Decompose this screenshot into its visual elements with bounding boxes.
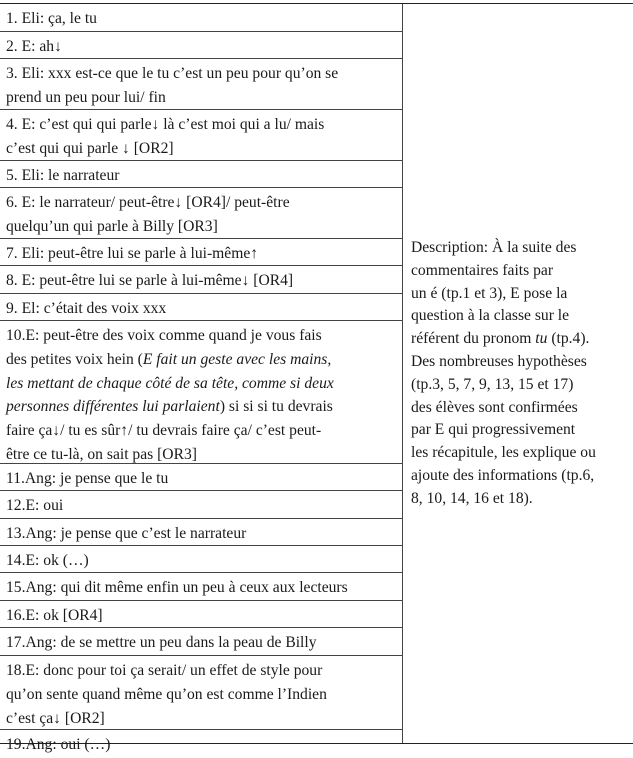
- turn-number: 6.: [6, 194, 18, 211]
- pronoun-emphasis: tu: [535, 330, 548, 348]
- turn-text: de se mettre un peu dans la peau de Billy: [60, 634, 317, 651]
- turn-number: 1.: [6, 10, 18, 27]
- turn-row: 1. Eli: ça, le tu: [0, 4, 402, 32]
- turn-row: 18.E: donc pour toi ça serait/ un effet de style pour qu’on sente quand même qu’on est comme l’Indien c’est ça↓ [OR2]: [0, 656, 402, 730]
- speaker: Eli: [21, 10, 40, 27]
- turn-text: c’était des voix xxx: [43, 300, 167, 317]
- turn-row: 9. El: c’était des voix xxx: [0, 294, 402, 321]
- transcript-column: [0, 4, 403, 753]
- turn-text: qui dit même enfin un peu à ceux aux lecteurs: [60, 579, 348, 596]
- turn-text: donc pour toi ça serait/ un effet de style pour: [43, 662, 323, 679]
- description-text: par E qui progressivement: [411, 421, 576, 439]
- turn-number: 13.: [6, 525, 26, 542]
- turn-text: prend un peu pour lui/ fin: [6, 88, 166, 106]
- speaker: Eli: [21, 245, 40, 262]
- turn-number: 9.: [6, 300, 18, 317]
- turn-text: c’est qui qui parle ↓ [OR2]: [6, 139, 174, 157]
- speaker: Ang: [25, 525, 53, 542]
- description-column: Description: À la suite des commentaires faits par un é (tp.1 et 3), E pose la question à la classe sur le référent du pronom tu (tp.4). Des nombreuses hypothèses (tp.3, 5, 7, 9, 13, 15 et 17) des élèves sont confirmées par E qui progressivement les récapitule, les explique ou ajoute des informations (tp.6, 8, 10, 14, 16 et 18).: [411, 239, 596, 507]
- turn-number: 4.: [6, 116, 18, 133]
- turn-number: 2.: [6, 38, 18, 55]
- description-text: 8, 10, 14, 16 et 18).: [411, 489, 533, 507]
- turn-text: oui: [43, 497, 64, 514]
- turn-text: qu’on sente quand même qu’on est comme l’Indien: [6, 685, 327, 703]
- turn-text: ça, le tu: [48, 10, 97, 27]
- turn-text: peut-être des voix comme quand je vous fais: [43, 327, 322, 344]
- turn-number: 18.: [6, 662, 26, 679]
- description-text: (tp.4).: [547, 330, 590, 348]
- turn-text: le narrateur/ peut-être↓ [OR4]/ peut-être: [39, 194, 290, 211]
- description-text: les récapitule, les explique ou: [411, 444, 596, 462]
- speaker: Ang: [25, 634, 53, 651]
- turn-text: je pense que c’est le narrateur: [60, 525, 247, 542]
- turn-text: peut-être lui se parle à lui-même↓ [OR4]: [39, 272, 294, 289]
- speaker: Eli: [21, 65, 40, 82]
- description-text: référent du pronom: [411, 330, 536, 348]
- turn-row: 4. E: c’est qui qui parle↓ là c’est moi qui a lu/ mais c’est qui qui parle ↓ [OR2]: [0, 110, 402, 161]
- turn-row: 3. Eli: xxx est-ce que le tu c’est un peu pour qu’on se prend un peu pour lui/ fin: [0, 59, 402, 110]
- turn-text: ) si si si tu devrais: [219, 398, 333, 416]
- speaker: El: [21, 300, 36, 317]
- turn-number: 11.: [6, 470, 25, 487]
- turn-text: faire ça↓/ tu es sûr↑/ tu devrais faire ça/ c’est peut-: [6, 422, 322, 440]
- turn-text: c’est qui qui parle↓ là c’est moi qui a lu/ mais: [39, 116, 325, 133]
- turn-row: 8. E: peut-être lui se parle à lui-même↓ [OR4]: [0, 266, 402, 294]
- description-text: question à la classe sur le: [411, 307, 570, 325]
- turn-row: 16.E: ok [OR4]: [0, 601, 402, 628]
- description-text: ajoute des informations (tp.6,: [411, 466, 595, 484]
- turn-row: 11.Ang: je pense que le tu: [0, 464, 402, 491]
- turn-number: 19.: [6, 736, 26, 753]
- turn-text: oui (…): [60, 736, 111, 753]
- stage-direction: E fait un geste avec les mains,: [142, 350, 332, 368]
- speaker: Ang: [25, 579, 53, 596]
- speaker: E: [25, 662, 36, 679]
- speaker: E: [25, 552, 36, 569]
- turn-text: ah↓: [39, 38, 62, 55]
- speaker: E: [21, 116, 32, 133]
- turn-number: 14.: [6, 552, 26, 569]
- turn-row: 2. E: ah↓: [0, 32, 402, 59]
- turn-row: 10.E: peut-être des voix comme quand je vous fais des petites voix hein (E fait un geste avec les mains, les mettant de chaque côté de sa tête, comme si deux personnes différentes lui parlaient) si si si tu devrais faire ça↓/ tu es sûr↑/ tu devrais faire ça/ c’est peut- être ce tu-là, on sait pas [OR3]: [0, 321, 402, 464]
- turn-text: le narrateur: [48, 167, 120, 184]
- speaker: E: [21, 194, 32, 211]
- turn-row: 13.Ang: je pense que c’est le narrateur: [0, 519, 402, 546]
- turn-row: 7. Eli: peut-être lui se parle à lui-même↑: [0, 239, 402, 266]
- speaker: E: [21, 38, 32, 55]
- turn-row: 19.Ang: oui (…): [6, 736, 111, 753]
- description-label: Description: [411, 239, 484, 256]
- stage-direction: personnes différentes lui parlaient: [6, 398, 220, 416]
- speaker: E: [25, 607, 36, 624]
- turn-text: ok [OR4]: [43, 607, 103, 624]
- turn-row: 17.Ang: de se mettre un peu dans la peau de Billy: [0, 628, 402, 656]
- turn-row: 15.Ang: qui dit même enfin un peu à ceux aux lecteurs: [0, 573, 402, 601]
- speaker: Eli: [21, 167, 40, 184]
- turn-number: 8.: [6, 272, 18, 289]
- turn-text: quelqu’un qui parle à Billy [OR3]: [6, 217, 218, 235]
- turn-text: être ce tu-là, on sait pas [OR3]: [6, 445, 197, 463]
- speaker: Ang: [25, 736, 53, 753]
- speaker: E: [25, 497, 36, 514]
- stage-direction: les mettant de chaque côté de sa tête, comme si deux: [6, 374, 334, 392]
- turn-row: 5. Eli: le narrateur: [0, 161, 402, 188]
- turn-number: 3.: [6, 65, 18, 82]
- description-text: commentaires faits par: [411, 261, 554, 279]
- description-text: (tp.3, 5, 7, 9, 13, 15 et 17): [411, 375, 574, 393]
- description-text: un é (tp.1 et 3), E pose la: [411, 284, 568, 302]
- transcript-table: [0, 3, 633, 753]
- speaker: E: [21, 272, 32, 289]
- turn-text: c’est ça↓ [OR2]: [6, 709, 105, 727]
- turn-text: des petites voix hein (: [6, 350, 143, 368]
- speaker: E: [25, 327, 36, 344]
- turn-number: 10.: [6, 327, 26, 344]
- turn-row: 6. E: le narrateur/ peut-être↓ [OR4]/ peut-être quelqu’un qui parle à Billy [OR3]: [0, 188, 402, 239]
- turn-text: ok (…): [43, 552, 89, 569]
- turn-row: 14.E: ok (…): [0, 546, 402, 573]
- turn-number: 15.: [6, 579, 26, 596]
- description-text: Des nombreuses hypothèses: [411, 352, 587, 370]
- turn-number: 16.: [6, 607, 26, 624]
- turn-number: 17.: [6, 634, 26, 651]
- turn-number: 5.: [6, 167, 18, 184]
- turn-number: 7.: [6, 245, 18, 262]
- description-text: des élèves sont confirmées: [411, 398, 578, 416]
- turn-text: peut-être lui se parle à lui-même↑: [48, 245, 259, 262]
- turn-row: 12.E: oui: [0, 491, 402, 519]
- turn-text: xxx est-ce que le tu c’est un peu pour qu’on se: [48, 65, 339, 82]
- turn-number: 12.: [6, 497, 26, 514]
- turn-text: je pense que le tu: [60, 470, 169, 487]
- description-text: À la suite des: [492, 239, 577, 256]
- speaker: Ang: [24, 470, 52, 487]
